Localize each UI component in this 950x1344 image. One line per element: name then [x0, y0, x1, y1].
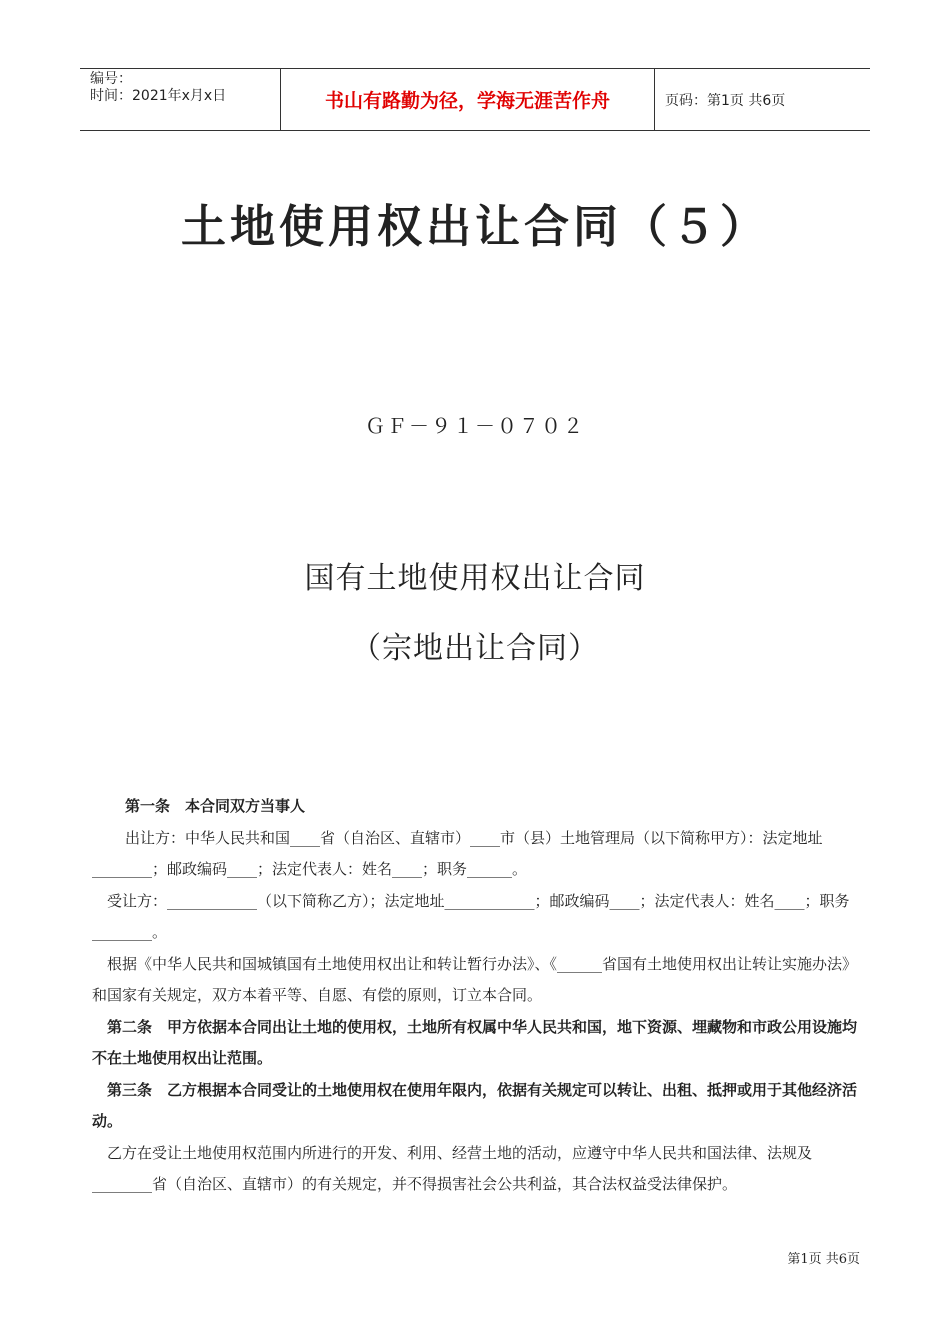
article-3: 第三条 乙方根据本合同受让的土地使用权在使用年限内，依据有关规定可以转让、出租、抵押或用于其他经济活动。 — [92, 1080, 858, 1130]
page-header — [80, 68, 870, 131]
article-3-paragraph-2: 乙方在受让土地使用权范围内所进行的开发、利用、经营土地的活动，应遵守中华人民共和国法律、法规及________省（自治区、直辖市）的有关规定，并不得损害社会公共利益，其合法权益受法律保护。 — [92, 1143, 813, 1193]
document-title: 土地使用权出让合同（５） — [180, 200, 769, 253]
document-subtitle: 国有土地使用权出让合同 — [304, 561, 646, 596]
header-meta — [80, 69, 281, 130]
number-label: 编号： — [90, 71, 132, 87]
article-1-heading: 第一条 本合同双方当事人 — [125, 797, 306, 815]
grantor-paragraph: 出让方：中华人民共和国____省（自治区、直辖市）____市（县）土地管理局（以下简称甲方）：法定地址________；邮政编码____；法定代表人：姓名____；职务______。 — [92, 828, 823, 878]
contract-body — [92, 791, 862, 1201]
document-code: ＧＦ－９１－０７０２ — [365, 414, 585, 438]
header-page-info: 页码：第1页 共6页 — [665, 92, 786, 109]
basis-paragraph: 根据《中华人民共和国城镇国有土地使用权出让和转让暂行办法》、《______省国有土地使用权出让转让实施办法》和国家有关规定，双方本着平等、自愿、有偿的原则，订立本合同。 — [92, 954, 858, 1004]
document-subtitle-secondary: （宗地出让合同） — [351, 631, 599, 666]
grantee-paragraph: 受让方：____________（以下简称乙方）；法定地址____________；邮政编码____；法定代表人：姓名____；职务________。 — [92, 891, 850, 941]
article-2: 第二条 甲方依据本合同出让土地的使用权，土地所有权属中华人民共和国，地下资源、埋藏物和市政公用设施均不在土地使用权出让范围。 — [92, 1017, 858, 1067]
page-footer: 第1页 共6页 — [787, 1252, 860, 1267]
header-motto: 书山有路勤为径，学海无涯苦作舟 — [281, 69, 655, 130]
time-label: 时间：2021年x月x日 — [90, 88, 227, 104]
